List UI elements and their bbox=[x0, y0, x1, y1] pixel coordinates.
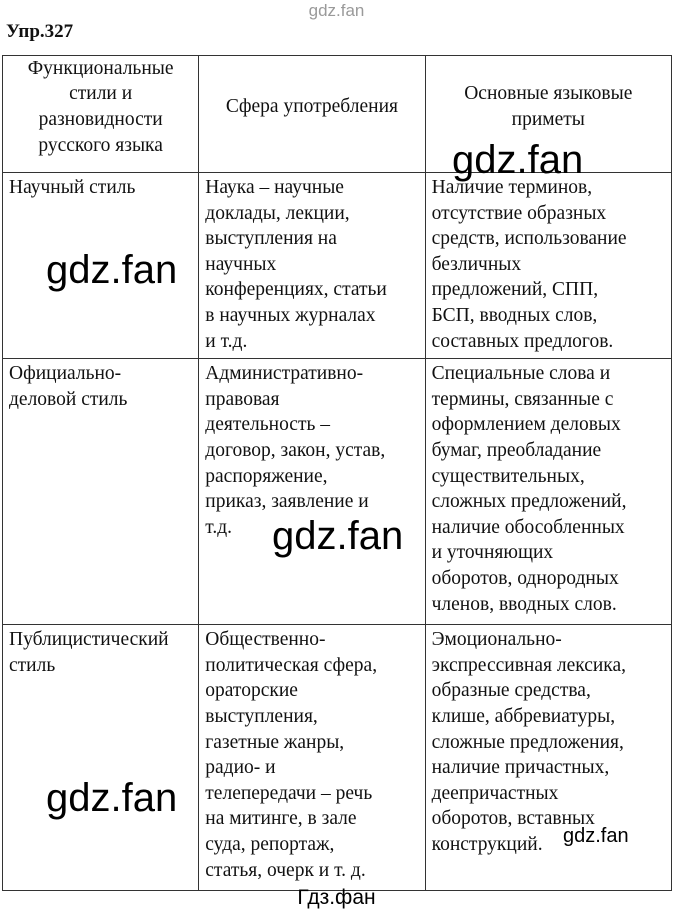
cell-style-text: Публицистический стиль bbox=[9, 629, 169, 676]
watermark: gdz.fan bbox=[452, 138, 584, 182]
cell-features-text: Специальные слова и термины, связанные с оформлением деловых бумаг, преобладание существительных, сложных предложений, наличие обособленных и уточняющих оборотов, однородных членов, вводных слов. bbox=[431, 363, 627, 615]
cell-sphere-text: Наука – научные доклады, лекции, выступления на научных конференциях, статьи в научных журналах и т.д. bbox=[205, 177, 387, 352]
watermark: gdz.fan bbox=[46, 248, 178, 292]
styles-table bbox=[2, 55, 672, 891]
cell-features-text: Эмоционально- экспрессивная лексика, образные средства, клише, аббревиатуры, сложные предложения, наличие причастных, деепричастных оборотов, вставных конструкций. bbox=[431, 629, 627, 855]
cell-style bbox=[3, 359, 199, 625]
table-header-row bbox=[3, 56, 672, 173]
cell-features bbox=[425, 173, 671, 359]
watermark: gdz.fan bbox=[563, 825, 629, 847]
cell-sphere bbox=[199, 625, 425, 891]
header-features-text: Основные языковые приметы bbox=[464, 83, 633, 130]
header-sphere-text: Сфера употребления bbox=[225, 96, 398, 118]
cell-sphere-text: Административно- правовая деятельность – договор, закон, устав, распоряжение, приказ, заявление и т.д. bbox=[205, 363, 386, 538]
table-row bbox=[3, 173, 672, 359]
cell-sphere bbox=[199, 359, 425, 625]
exercise-title: Упр.327 bbox=[6, 21, 74, 42]
cell-features-text: Наличие терминов, отсутствие образных средств, использование безличных предложений, СПП, БСП, вводных слов, составных предлогов. bbox=[431, 177, 627, 352]
cell-features bbox=[425, 625, 671, 891]
cell-style bbox=[3, 173, 199, 359]
header-sphere bbox=[199, 56, 425, 173]
header-styles-text: Функциональные стили и разновидности русского языка bbox=[27, 57, 174, 156]
cell-style-text: Научный стиль bbox=[9, 177, 136, 198]
header-styles bbox=[3, 56, 199, 173]
footer-caption: Гдз.фан bbox=[297, 886, 376, 909]
table-row bbox=[3, 359, 672, 625]
watermark: gdz.fan bbox=[46, 776, 178, 820]
top-watermark: gdz.fan bbox=[308, 1, 365, 20]
header-features bbox=[425, 56, 671, 173]
cell-style-text: Официально- деловой стиль bbox=[9, 363, 128, 410]
cell-sphere-text: Общественно- политическая сфера, ораторские выступления, газетные жанры, радио- и телепередачи – речь на митинге, в зале суда, репортаж, статья, очерк и т. д. bbox=[205, 629, 378, 881]
table-row bbox=[3, 625, 672, 891]
cell-sphere bbox=[199, 173, 425, 359]
cell-style bbox=[3, 625, 199, 891]
cell-features bbox=[425, 359, 671, 625]
watermark: gdz.fan bbox=[272, 514, 404, 558]
